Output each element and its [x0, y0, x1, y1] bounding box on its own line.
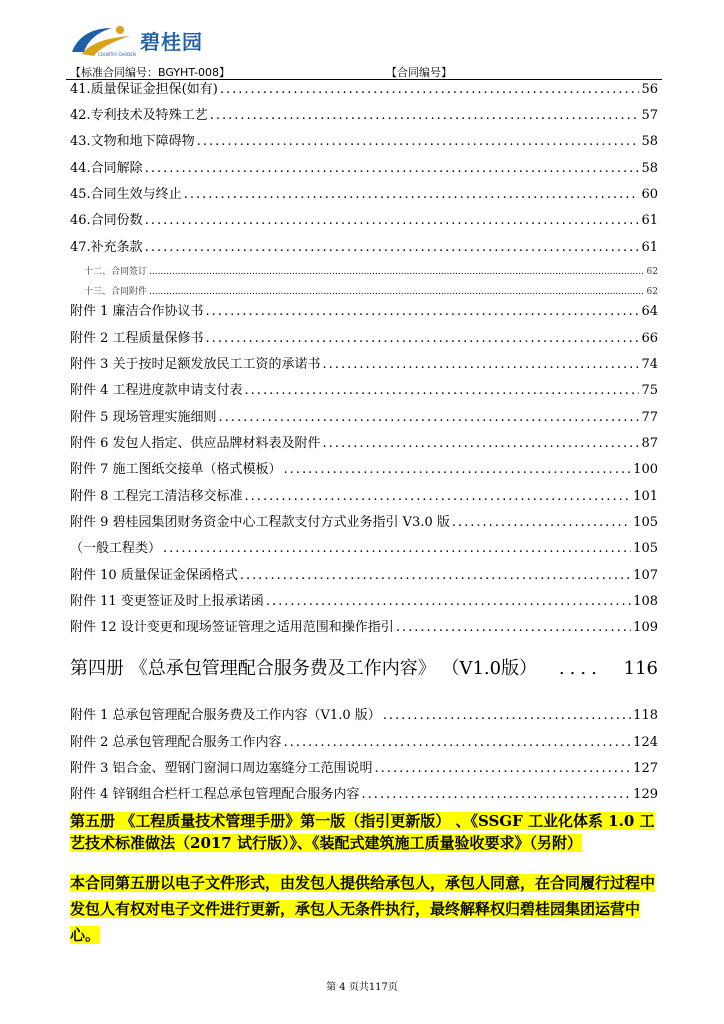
toc-attachment-entry[interactable]: 附件 1 廉洁合作协议书 ..... 64: [70, 304, 658, 320]
toc-attachment-entry[interactable]: 附件 7 施工图纸交接单（格式模板） ..... 100: [70, 462, 658, 478]
toc-entry[interactable]: 41.质量保证金担保(如有) ..... 56: [70, 82, 658, 98]
toc-attachment-entry[interactable]: 附件 12 设计变更和现场签证管理之适用范围和操作指引 ..... 109: [70, 620, 658, 636]
toc-attachment-entry[interactable]: 附件 9 碧桂园集团财务资金中心工程款支付方式业务指引 V3.0 版 ..... 105: [70, 515, 658, 531]
toc-section-entry[interactable]: 十二、合同签订 ..... 62: [84, 266, 658, 278]
logo-mark-icon: [68, 22, 138, 58]
logo-sub-text: COUNTRY GARDEN: [98, 52, 136, 57]
toc-attachment-entry[interactable]: 附件 5 现场管理实施细则 ..... 77: [70, 410, 658, 426]
toc-attachment-entry[interactable]: 附件 11 变更签证及时上报承诺函 ..... 108: [70, 594, 658, 610]
toc-entry[interactable]: 42.专利技术及特殊工艺 ..... 57: [70, 108, 658, 124]
toc-attachment-entry[interactable]: 附件 6 发包人指定、供应品牌材料表及附件 ..... 87: [70, 436, 658, 452]
toc-attachment-entry[interactable]: 附件 4 工程进度款申请支付表 ..... 75: [70, 383, 658, 399]
toc-section-entry[interactable]: 十三、合同附件 ..... 62: [84, 286, 658, 298]
toc-attachment-entry[interactable]: 附件 2 工程质量保修书 ..... 66: [70, 331, 658, 347]
company-logo: [68, 22, 203, 58]
standard-contract-number: 【标准合同编号：BGYHT-008】: [70, 66, 230, 79]
volume5-title: 第五册 《工程质量技术管理手册》第一版（指引更新版） 、《SSGF 工业化体系 1.0 工艺技术标准做法（2017 试行版）》、《装配式建筑施工质量验收要求》（另附）: [70, 812, 655, 852]
toc-entry[interactable]: 43.文物和地下障碍物 ..... 58: [70, 134, 658, 150]
toc-volume-attachment-entry[interactable]: 附件 3 铝合金、塑钢门窗洞口周边塞缝分工范围说明 ..... 127: [70, 761, 658, 777]
toc-volume-attachment-entry[interactable]: 附件 2 总承包管理配合服务工作内容 ..... 124: [70, 735, 658, 751]
logo-text: 碧桂园: [140, 29, 203, 54]
toc-entry[interactable]: 44.合同解除 ..... 58: [70, 161, 658, 177]
toc-attachment-entry[interactable]: 附件 10 质量保证金保函格式 ..... 107: [70, 568, 658, 584]
toc-attachment-entry[interactable]: 附件 8 工程完工清洁移交标准 ..... 101: [70, 489, 658, 505]
page-footer: 第 4 页共117页: [326, 982, 398, 993]
toc-attachment-entry[interactable]: （一般工程类） ..... 105: [70, 541, 658, 557]
toc-attachment-entry[interactable]: 附件 3 关于按时足额发放民工工资的承诺书 ..... 74: [70, 357, 658, 373]
toc-volume-attachment-entry[interactable]: 附件 4 锌钢组合栏杆工程总承包管理配合服务内容 ..... 129: [70, 787, 658, 803]
volume5-note: [70, 870, 658, 948]
toc-entry[interactable]: 46.合同份数 ..... 61: [70, 213, 658, 229]
volume5-note-text: 本合同第五册以电子文件形式，由发包人提供给承包人，承包人同意，在合同履行过程中发包人有权对电子文件进行更新，承包人无条件执行，最终解释权归碧桂园集团运营中心。: [70, 874, 656, 944]
toc-entry[interactable]: 45.合同生效与终止 ..... 60: [70, 187, 658, 203]
volume5-entry[interactable]: [70, 810, 658, 854]
toc-volume-entry[interactable]: 第四册 《总承包管理配合服务费及工作内容》 （V1.0版） .... 116: [70, 658, 658, 680]
toc-entry[interactable]: 47.补充条款 ..... 61: [70, 240, 658, 256]
header-divider: [66, 79, 662, 80]
toc-volume-attachment-entry[interactable]: 附件 1 总承包管理配合服务费及工作内容（V1.0 版） ..... 118: [70, 708, 658, 724]
contract-number: 【合同编号】: [386, 66, 452, 79]
